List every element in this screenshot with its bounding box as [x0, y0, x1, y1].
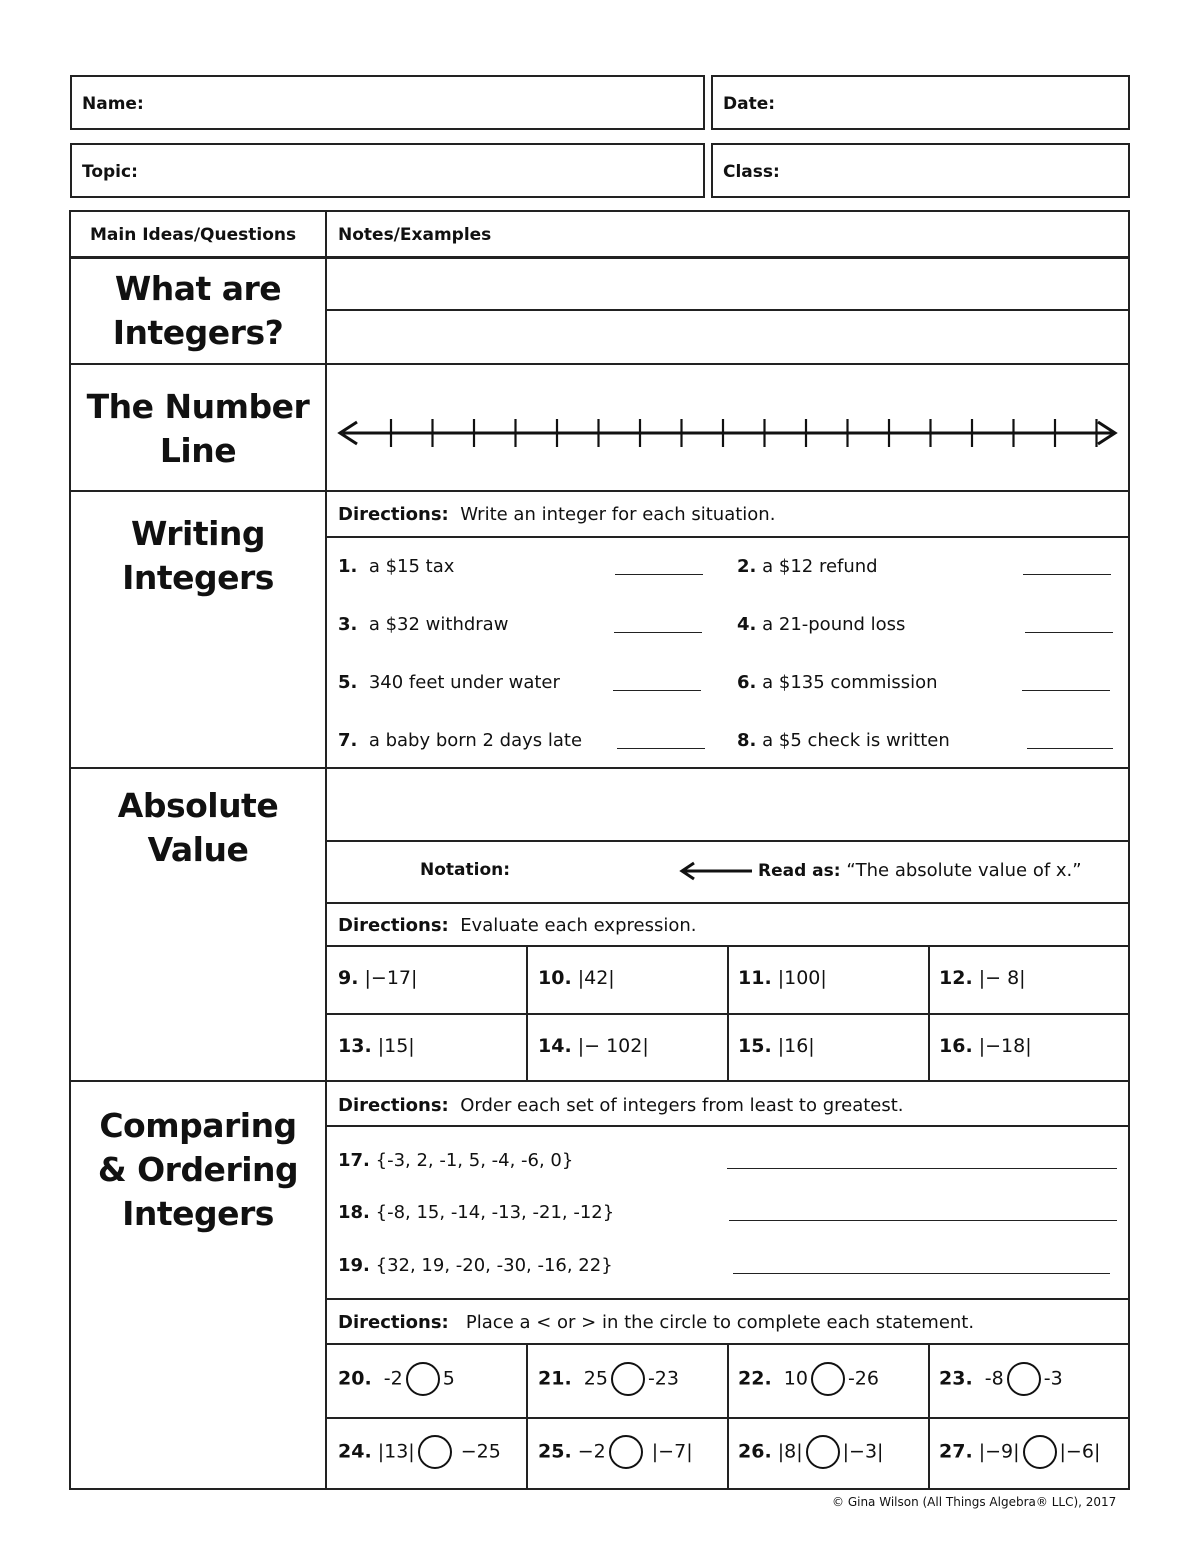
abs-item-10: 10. |42| [538, 967, 615, 989]
notation-divider-bottom [326, 902, 1130, 904]
order-item-17: 17. {-3, 2, -1, 5, -4, -6, 0} [338, 1150, 574, 1171]
directions-divider [326, 1298, 1130, 1300]
notation-divider-top [326, 840, 1130, 842]
abs-item-9: 9. |−17| [338, 967, 418, 989]
abs-item-12: 12. |− 8| [939, 967, 1026, 989]
compare-item-21: 21. 25 -23 [538, 1362, 679, 1396]
compare-circle[interactable] [811, 1362, 845, 1396]
directions-divider [326, 536, 1130, 538]
section-divider [69, 490, 1130, 492]
compare-item-27: 27. |−9| |−6| [939, 1435, 1100, 1469]
compare-item-25: 25. −2 |−7| [538, 1435, 693, 1469]
writing-item-7: 7. a baby born 2 days late [338, 730, 583, 751]
left-arrow-icon [678, 861, 753, 881]
answer-blank-2[interactable] [1023, 574, 1111, 575]
compare-circle[interactable] [1007, 1362, 1041, 1396]
topic-field[interactable] [70, 143, 705, 198]
copyright: © Gina Wilson (All Things Algebra® LLC), 2017 [832, 1495, 1117, 1509]
section-title-comparing: Comparing & Ordering Integers [97, 1106, 299, 1233]
grid-col-divider [526, 1343, 528, 1490]
directions-divider [326, 1125, 1130, 1127]
comparing-directions: Directions: Place a < or > in the circle to complete each statement. [338, 1312, 975, 1333]
topic-label: Topic: [82, 162, 138, 182]
header-divider [69, 256, 1130, 259]
name-label: Name: [82, 94, 144, 114]
abs-item-16: 16. |−18| [939, 1035, 1032, 1057]
writing-item-2: 2. a $12 refund [737, 556, 878, 577]
col-header-notes: Notes/Examples [338, 225, 492, 245]
section-divider [69, 1080, 1130, 1082]
section-title-writing: Writing Integers [122, 514, 274, 597]
answer-blank-3[interactable] [614, 632, 702, 633]
grid-col-divider [928, 1343, 930, 1490]
abs-item-15: 15. |16| [738, 1035, 815, 1057]
answer-blank-7[interactable] [617, 748, 705, 749]
grid-col-divider [727, 945, 729, 1080]
notation-label: Notation: [420, 860, 511, 880]
writing-item-5: 5. 340 feet under water [338, 672, 560, 693]
grid-col-divider [727, 1343, 729, 1490]
absolute-directions: Directions: Evaluate each expression. [338, 915, 697, 936]
name-field[interactable] [70, 75, 705, 130]
order-answer-17[interactable] [727, 1168, 1117, 1169]
writing-directions: Directions: Write an integer for each situation. [338, 504, 776, 525]
date-label: Date: [723, 94, 776, 114]
writing-line [326, 309, 1130, 311]
writing-item-6: 6. a $135 commission [737, 672, 938, 693]
compare-circle[interactable] [406, 1362, 440, 1396]
class-field[interactable] [711, 143, 1130, 198]
compare-item-22: 22. 10 -26 [738, 1362, 879, 1396]
section-title-integers: What are Integers? [112, 269, 284, 352]
compare-item-23: 23. -8 -3 [939, 1362, 1063, 1396]
compare-item-26: 26. |8| |−3| [738, 1435, 883, 1469]
section-title-absolute: Absolute Value [117, 786, 279, 869]
grid-col-divider [526, 945, 528, 1080]
section-title-number-line: The Number Line [86, 387, 310, 470]
class-label: Class: [723, 162, 780, 182]
compare-circle[interactable] [1023, 1435, 1057, 1469]
grid-col-divider [928, 945, 930, 1080]
order-answer-19[interactable] [733, 1273, 1110, 1274]
abs-item-11: 11. |100| [738, 967, 827, 989]
writing-item-1: 1. a $15 tax [338, 556, 455, 577]
writing-item-8: 8. a $5 check is written [737, 730, 950, 751]
answer-blank-5[interactable] [613, 690, 701, 691]
order-item-18: 18. {-8, 15, -14, -13, -21, -12} [338, 1202, 615, 1223]
abs-item-13: 13. |15| [338, 1035, 415, 1057]
answer-blank-4[interactable] [1025, 632, 1113, 633]
answer-blank-1[interactable] [615, 574, 703, 575]
order-item-19: 19. {32, 19, -20, -30, -16, 22} [338, 1255, 613, 1276]
section-divider [69, 767, 1130, 769]
answer-blank-6[interactable] [1022, 690, 1110, 691]
compare-circle[interactable] [418, 1435, 452, 1469]
date-field[interactable] [711, 75, 1130, 130]
read-as: Read as: “The absolute value of x.” [758, 860, 1082, 881]
compare-item-20: 20. -2 5 [338, 1362, 455, 1396]
section-divider [69, 363, 1130, 365]
number-line [335, 410, 1125, 460]
compare-circle[interactable] [609, 1435, 643, 1469]
abs-item-14: 14. |− 102| [538, 1035, 649, 1057]
writing-item-3: 3. a $32 withdraw [338, 614, 509, 635]
compare-circle[interactable] [806, 1435, 840, 1469]
compare-item-24: 24. |13| −25 [338, 1435, 501, 1469]
order-answer-18[interactable] [729, 1220, 1117, 1221]
answer-blank-8[interactable] [1027, 748, 1113, 749]
writing-item-4: 4. a 21-pound loss [737, 614, 906, 635]
ordering-directions: Directions: Order each set of integers from least to greatest. [338, 1095, 904, 1116]
compare-circle[interactable] [611, 1362, 645, 1396]
col-header-main-ideas: Main Ideas/Questions [90, 225, 297, 245]
